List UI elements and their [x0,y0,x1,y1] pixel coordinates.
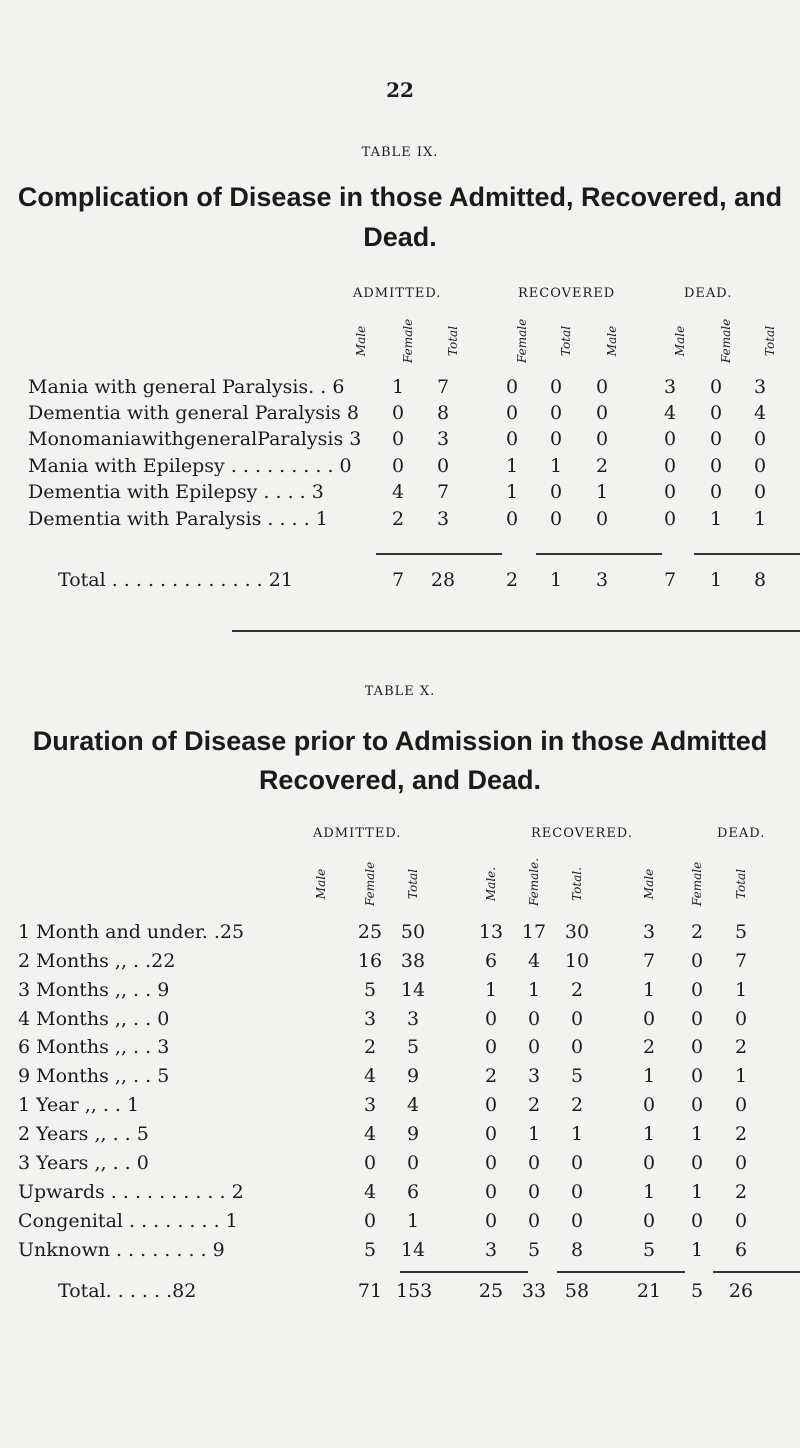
t9-row-label: Dementia with general Paralysis 8 [28,402,359,424]
t10-total-cell: 26 [728,1280,754,1302]
t9-cell: 3 [436,428,450,450]
t10-subhead: Male [642,868,656,900]
t10-cell: 0 [363,1152,377,1174]
t9-subhead: Male [673,325,687,357]
t10-rule-admitted [400,1271,528,1273]
t9-cell: 0 [391,402,405,424]
t10-cell: 1 [484,979,498,1001]
t9-cell: 1 [709,508,723,530]
table-x-title-line1: Duration of Disease prior to Admission in those Admitted [32,726,768,756]
t10-cell: 4 [406,1094,420,1116]
t9-cell: 0 [753,481,767,503]
t10-cell: 5 [527,1239,541,1261]
t10-cell: 0 [734,1008,748,1030]
t9-subhead: Female [719,318,733,363]
t10-cell: 50 [400,921,426,943]
t9-subhead: Female [515,318,529,363]
t9-total-cell: 1 [709,569,723,591]
t10-cell: 0 [690,1036,704,1058]
t10-cell: 0 [570,1008,584,1030]
t10-subhead: Total. [570,867,584,901]
t10-cell: 1 [527,979,541,1001]
t10-cell: 2 [484,1065,498,1087]
t10-cell: 4 [363,1123,377,1145]
t9-total-label: Total . . . . . . . . . . . . . 21 [58,569,293,591]
t9-cell: 1 [505,481,519,503]
t10-cell: 3 [363,1094,377,1116]
t10-row-label: 1 Year ,, . . 1 [18,1094,140,1116]
t9-group-recovered: RECOVERED [518,286,616,301]
t10-cell: 25 [357,921,383,943]
t10-cell: 2 [642,1036,656,1058]
t10-cell: 0 [484,1210,498,1232]
t10-cell: 5 [363,1239,377,1261]
t10-cell: 1 [527,1123,541,1145]
t9-rule-dead [694,553,800,555]
t10-row-label: Unknown . . . . . . . . 9 [18,1239,225,1261]
t9-cell: 0 [436,455,450,477]
table-ix-title-line2: Dead. [363,222,437,252]
t10-cell: 1 [690,1123,704,1145]
t10-cell: 1 [642,1065,656,1087]
t10-row-label: 2 Years ,, . . 5 [18,1123,149,1145]
t10-cell: 3 [363,1008,377,1030]
t10-cell: 0 [484,1008,498,1030]
t9-cell: 3 [663,376,677,398]
t10-cell: 0 [484,1152,498,1174]
t10-cell: 4 [363,1181,377,1203]
t10-cell: 9 [406,1065,420,1087]
t9-cell: 0 [663,508,677,530]
t9-total-cell: 1 [549,569,563,591]
t10-group-admitted: ADMITTED. [313,826,402,841]
t10-cell: 0 [690,1210,704,1232]
t10-cell: 0 [527,1181,541,1203]
t10-rule-dead [713,1271,800,1273]
t9-cell: 0 [391,455,405,477]
t9-cell: 0 [709,376,723,398]
t10-cell: 1 [406,1210,420,1232]
t10-cell: 0 [690,979,704,1001]
t10-row-label: 3 Months ,, . . 9 [18,979,170,1001]
t10-cell: 6 [484,950,498,972]
t10-cell: 38 [400,950,426,972]
t9-cell: 0 [709,481,723,503]
t10-cell: 0 [484,1123,498,1145]
t10-cell: 1 [734,1065,748,1087]
t9-cell: 3 [753,376,767,398]
t10-cell: 5 [406,1036,420,1058]
t9-row-label: Dementia with Paralysis . . . . 1 [28,508,328,530]
t10-cell: 0 [642,1210,656,1232]
t10-cell: 3 [484,1239,498,1261]
t9-cell: 0 [505,402,519,424]
t9-cell: 0 [753,455,767,477]
t10-cell: 0 [363,1210,377,1232]
t10-subhead: Total [406,868,420,900]
t10-cell: 0 [690,950,704,972]
t9-cell: 0 [595,428,609,450]
t10-subhead: Male [314,868,328,900]
t10-cell: 13 [478,921,504,943]
t10-cell: 5 [570,1065,584,1087]
t9-cell: 1 [753,508,767,530]
t9-row-label: Mania with general Paralysis. . 6 [28,376,345,398]
t10-subhead: Female [690,861,704,906]
t10-subhead: Male. [484,866,498,902]
t10-row-label: Upwards . . . . . . . . . . 2 [18,1181,244,1203]
t9-cell: 0 [505,376,519,398]
t10-cell: 0 [690,1094,704,1116]
t9-total-cell: 8 [753,569,767,591]
t9-cell: 0 [505,508,519,530]
t9-cell: 3 [436,508,450,530]
t9-subhead: Total [559,325,573,357]
t10-cell: 5 [734,921,748,943]
t10-cell: 7 [734,950,748,972]
t10-cell: 1 [642,1181,656,1203]
t9-subhead: Female [401,318,415,363]
t10-cell: 2 [527,1094,541,1116]
t10-cell: 5 [642,1239,656,1261]
t10-cell: 1 [690,1181,704,1203]
t10-subhead: Total [734,868,748,900]
t9-cell: 4 [391,481,405,503]
t10-cell: 1 [690,1239,704,1261]
t9-cell: 2 [391,508,405,530]
t10-total-cell: 25 [478,1280,504,1302]
section-divider [232,630,800,632]
t9-row-label: Dementia with Epilepsy . . . . 3 [28,481,324,503]
t10-rule-recovered [557,1271,685,1273]
t10-cell: 8 [570,1239,584,1261]
t10-cell: 3 [527,1065,541,1087]
t10-cell: 1 [642,979,656,1001]
t9-cell: 1 [505,455,519,477]
t9-total-cell: 7 [663,569,677,591]
t10-cell: 14 [400,1239,426,1261]
t10-cell: 2 [734,1181,748,1203]
t9-cell: 1 [595,481,609,503]
t10-row-label: 9 Months ,, . . 5 [18,1065,170,1087]
t9-cell: 0 [709,428,723,450]
t10-cell: 0 [734,1210,748,1232]
t9-subhead: Total [446,325,460,357]
t10-cell: 0 [570,1210,584,1232]
t10-cell: 0 [570,1036,584,1058]
t10-cell: 4 [527,950,541,972]
t9-cell: 1 [391,376,405,398]
t10-cell: 0 [527,1210,541,1232]
t10-row-label: Congenital . . . . . . . . 1 [18,1210,238,1232]
t10-cell: 0 [527,1008,541,1030]
t10-total-cell: 153 [396,1280,433,1302]
t9-cell: 1 [549,455,563,477]
t10-cell: 16 [357,950,383,972]
t9-total-cell: 3 [595,569,609,591]
t9-cell: 0 [663,481,677,503]
t10-group-recovered: RECOVERED. [531,826,633,841]
t10-cell: 6 [406,1181,420,1203]
t10-cell: 0 [484,1181,498,1203]
t10-cell: 17 [521,921,547,943]
t9-cell: 0 [595,402,609,424]
t9-cell: 0 [709,455,723,477]
t9-cell: 2 [595,455,609,477]
t9-total-cell: 7 [391,569,405,591]
t10-cell: 0 [642,1008,656,1030]
t10-row-label: 3 Years ,, . . 0 [18,1152,149,1174]
table-x-label: TABLE X. [364,684,436,699]
t9-cell: 4 [753,402,767,424]
t10-cell: 0 [484,1094,498,1116]
t9-subhead: Male [354,325,368,357]
t9-cell: 7 [436,376,450,398]
t10-cell: 5 [363,979,377,1001]
t9-cell: 0 [663,428,677,450]
t10-total-cell: 5 [690,1280,704,1302]
t10-cell: 2 [690,921,704,943]
t10-cell: 0 [570,1152,584,1174]
t10-cell: 4 [363,1065,377,1087]
t10-cell: 0 [527,1152,541,1174]
t10-cell: 6 [734,1239,748,1261]
t9-total-cell: 2 [505,569,519,591]
t9-cell: 0 [595,376,609,398]
t10-cell: 1 [734,979,748,1001]
t10-cell: 0 [484,1036,498,1058]
t9-cell: 0 [595,508,609,530]
t10-cell: 30 [564,921,590,943]
t9-cell: 0 [709,402,723,424]
table-x-title-line2: Recovered, and Dead. [258,765,542,795]
t10-row-label: 4 Months ,, . . 0 [18,1008,170,1030]
t10-cell: 0 [406,1152,420,1174]
t9-cell: 4 [663,402,677,424]
t10-cell: 3 [642,921,656,943]
t9-cell: 0 [391,428,405,450]
t9-row-label: Mania with Epilepsy . . . . . . . . . 0 [28,455,352,477]
t9-cell: 0 [753,428,767,450]
t10-cell: 0 [642,1094,656,1116]
t10-cell: 3 [406,1008,420,1030]
t10-cell: 1 [642,1123,656,1145]
t10-cell: 0 [642,1152,656,1174]
t10-total-cell: 33 [521,1280,547,1302]
t10-cell: 0 [734,1094,748,1116]
t10-total-cell: 21 [636,1280,662,1302]
t10-cell: 2 [363,1036,377,1058]
t10-row-label: 1 Month and under. .25 [18,921,245,943]
t9-cell: 0 [549,402,563,424]
t9-cell: 0 [549,508,563,530]
table-ix-title-line1: Complication of Disease in those Admitted, Recovered, and [17,182,783,212]
t10-cell: 0 [690,1065,704,1087]
t9-cell: 0 [663,455,677,477]
t10-group-dead: DEAD. [717,826,766,841]
t10-cell: 2 [570,1094,584,1116]
t9-cell: 7 [436,481,450,503]
t10-total-cell: 71 [357,1280,383,1302]
t9-subhead: Total [763,325,777,357]
page-number: 22 [386,78,414,102]
t10-cell: 0 [690,1008,704,1030]
t10-cell: 14 [400,979,426,1001]
t10-cell: 0 [527,1036,541,1058]
t10-row-label: 2 Months ,, . .22 [18,950,176,972]
t9-cell: 0 [549,481,563,503]
t10-cell: 2 [570,979,584,1001]
t10-cell: 10 [564,950,590,972]
t9-rule-admitted [376,553,502,555]
t10-cell: 7 [642,950,656,972]
t10-cell: 1 [570,1123,584,1145]
t9-group-admitted: ADMITTED. [353,286,442,301]
t10-row-label: 6 Months ,, . . 3 [18,1036,170,1058]
t9-cell: 0 [549,376,563,398]
t10-cell: 2 [734,1123,748,1145]
t9-subhead: Male [605,325,619,357]
t10-subhead: Female [363,861,377,906]
t9-total-cell: 28 [430,569,456,591]
t10-cell: 0 [570,1181,584,1203]
t9-rule-recovered [536,553,662,555]
t10-cell: 9 [406,1123,420,1145]
t10-subhead: Female. [527,857,541,906]
t10-cell: 0 [690,1152,704,1174]
t9-row-label: MonomaniawithgeneralParalysis 3 [28,428,362,450]
t9-cell: 0 [505,428,519,450]
t10-total-cell: 58 [564,1280,590,1302]
t10-total-label: Total. . . . . .82 [58,1280,197,1302]
t9-cell: 0 [549,428,563,450]
t10-cell: 2 [734,1036,748,1058]
t9-cell: 8 [436,402,450,424]
t9-group-dead: DEAD. [684,286,733,301]
t10-cell: 0 [734,1152,748,1174]
table-ix-label: TABLE IX. [361,145,439,160]
